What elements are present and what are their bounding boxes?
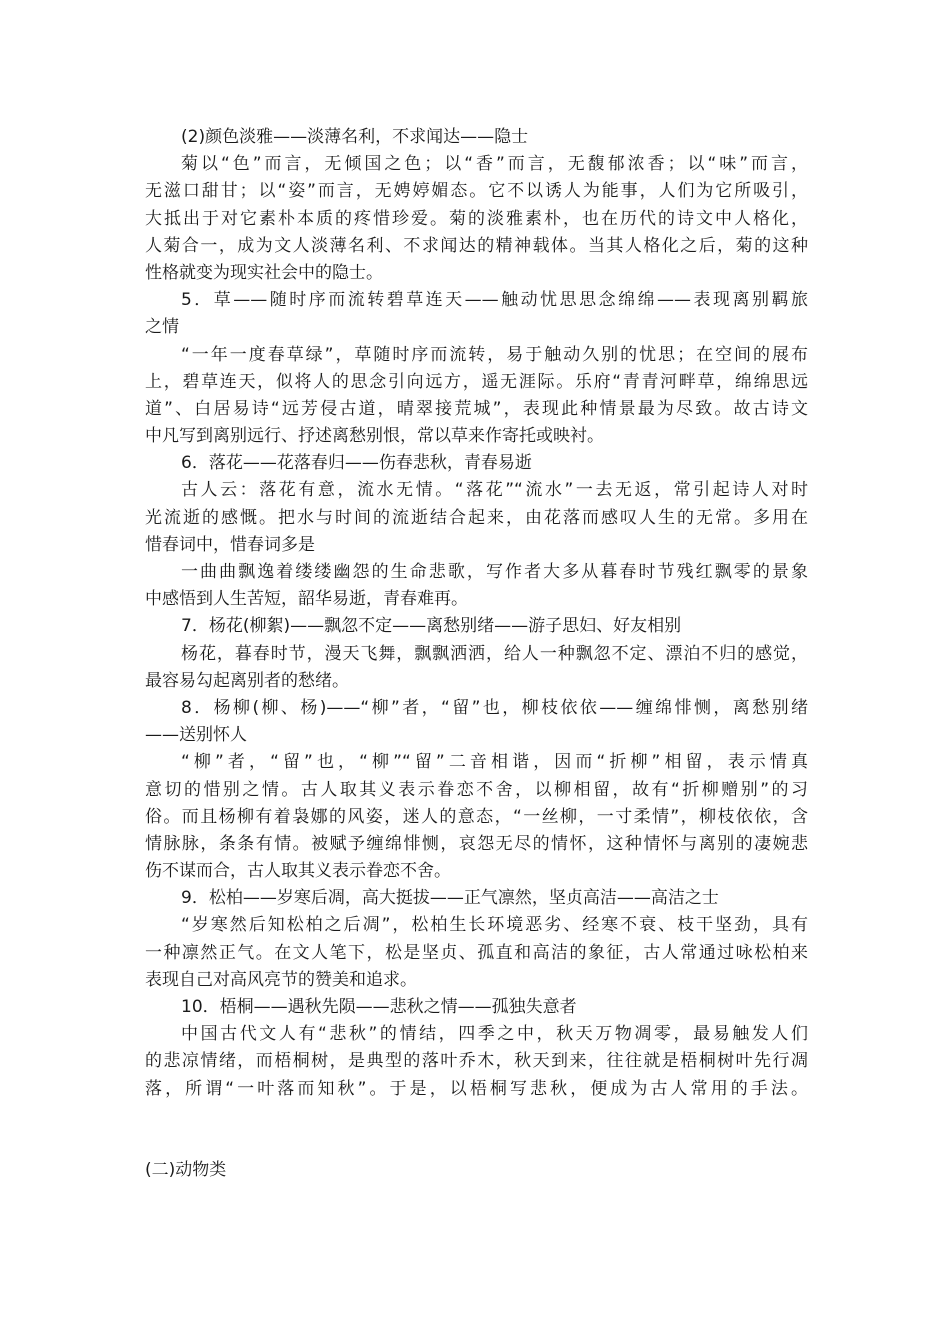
paragraph-line: 惜春词中，惜春词多是 — [145, 534, 315, 555]
blank-gap — [145, 1103, 808, 1157]
paragraph-line: 一种凛然正气。在文人笔下，松是坚贞、孤直和高洁的象征，古人常通过咏松柏来 — [145, 942, 808, 963]
paragraph-line: 最容易勾起离别者的愁绪。 — [145, 670, 349, 691]
document-page — [145, 124, 808, 1184]
paragraph-line: “柳”者，“留”也，“柳”“留”二音相谐，因而“折柳”相留，表示情真 — [181, 752, 808, 773]
paragraph-line: 无滋口甜甘；以“姿”而言，无娉婷媚态。它不以诱人为能事，人们为它所吸引， — [145, 181, 808, 202]
paragraph-line: 中国古代文人有“悲秋”的情结，四季之中，秋天万物凋零，最易触发人们 — [181, 1024, 808, 1045]
paragraph-line: 杨花，暮春时节，漫天飞舞，飘飘洒洒，给人一种飘忽不定、漂泊不归的感觉， — [181, 643, 808, 664]
paragraph-line: 性格就变为现实社会中的隐士。 — [145, 262, 383, 283]
paragraph-line: 一曲曲飘逸着缕缕幽怨的生命悲歌，写作者大多从暮春时节残红飘零的景象 — [181, 562, 808, 582]
paragraph-line: 上，碧草连天，似将人的思念引向远方，遥无涯际。乐府“青青河畔草，绵绵思远 — [145, 371, 808, 392]
paragraph-line: 俗。而且杨柳有着袅娜的风姿，迷人的意态，“一丝柳，一寸柔情”，柳枝依依，含 — [145, 806, 808, 827]
heading-willow-catkins: 7．杨花(柳絮)——飘忽不定——离愁别绪——游子思妇、好友相别 — [181, 616, 682, 637]
heading-grass-continued: 之情 — [145, 317, 179, 338]
paragraph-line: 情脉脉，条条有情。被赋予缠绵悱恻，哀怨无尽的情怀，这种情怀与离别的凄婉悲 — [145, 833, 808, 854]
section-heading-animals: (二)动物类 — [145, 1159, 227, 1180]
paragraph-line: 中感悟到人生苦短，韶华易逝，青春难再。 — [145, 589, 468, 610]
paragraph-line: 菊以“色”而言，无倾国之色；以“香”而言，无馥郁浓香；以“味”而言， — [181, 154, 808, 175]
paragraph-line: 光流逝的感慨。把水与时间的流逝结合起来，由花落而感叹人生的无常。多用在 — [145, 507, 808, 528]
paragraph-line: 表现自己对高风亮节的赞美和追求。 — [145, 969, 417, 990]
heading-grass: 5．草——随时序而流转碧草连天——触动忧思思念绵绵——表现离别羁旅 — [181, 290, 808, 311]
heading-willow-continued: ——送别怀人 — [145, 725, 247, 746]
paragraph-line: 道”、白居易诗“远芳侵古道，晴翠接荒城”，表现此种情景最为尽致。故古诗文 — [145, 398, 808, 419]
heading-phoenix-tree: 10．梧桐——遇秋先陨——悲秋之情——孤独失意者 — [181, 997, 577, 1017]
heading-pine-cypress: 9．松柏——岁寒后凋，高大挺拔——正气凛然，坚贞高洁——高洁之士 — [181, 888, 719, 909]
paragraph-line: 落，所谓“一叶落而知秋”。于是，以梧桐写悲秋，便成为古人常用的手法。 — [145, 1078, 808, 1099]
subheading-color-elegant: (2)颜色淡雅——淡薄名利，不求闻达——隐士 — [181, 127, 529, 147]
paragraph-line: 中凡写到离别远行、抒述离愁别恨，常以草来作寄托或映衬。 — [145, 426, 604, 447]
paragraph-line: 大抵出于对它素朴本质的疼惜珍爱。菊的淡雅素朴，也在历代的诗文中人格化， — [145, 208, 808, 229]
heading-fallen-flowers: 6．落花——花落春归——伤春悲秋，青春易逝 — [181, 453, 532, 474]
paragraph-line: “岁寒然后知松柏之后凋”，松柏生长环境恶劣、经寒不衰、枝干坚劲，具有 — [181, 915, 808, 936]
paragraph-line: 伤不谋而合，古人取其义表示眷恋不舍。 — [145, 861, 451, 882]
paragraph-line: 意切的惜别之情。古人取其义表示眷恋不舍，以柳相留，故有“折柳赠别”的习 — [145, 779, 808, 800]
heading-willow: 8．杨柳(柳、杨)——“柳”者，“留”也，柳枝依依——缠绵悱恻，离愁别绪 — [181, 697, 808, 718]
paragraph-line: 古人云：落花有意，流水无情。“落花”“流水”一去无返，常引起诗人对时 — [181, 480, 808, 501]
paragraph-line: “一年一度春草绿”，草随时序而流转，易于触动久别的忧思；在空间的展布 — [181, 344, 808, 365]
paragraph-line: 的悲凉情绪，而梧桐树，是典型的落叶乔木，秋天到来，往往就是梧桐树叶先行凋 — [145, 1051, 808, 1072]
paragraph-line: 人菊合一，成为文人淡薄名利、不求闻达的精神载体。当其人格化之后，菊的这种 — [145, 235, 808, 256]
